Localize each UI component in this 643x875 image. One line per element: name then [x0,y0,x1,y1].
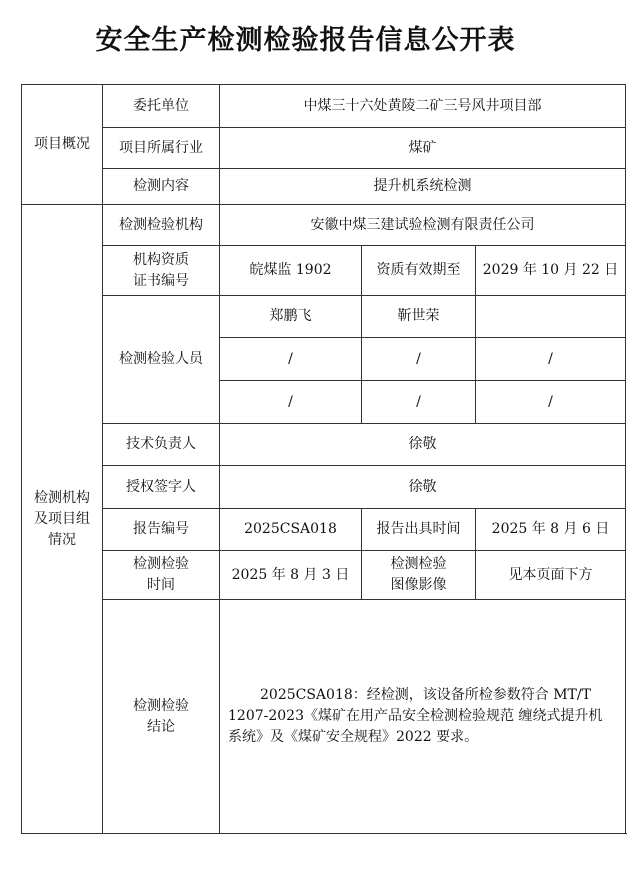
conclusion-label-cell [103,600,220,834]
staff-cell: / [220,338,362,381]
org-value: 安徽中煤三建试验检测有限责任公司 [220,205,626,246]
table-row [22,128,626,169]
test-time-label-line2: 时间 [147,577,175,593]
staff-cell: / [220,381,362,424]
cert-label-line1: 机构资质 [133,251,189,268]
table-row [22,296,626,338]
image-label-line1: 检测检验 [390,556,447,572]
image-value: 见本页面下方 [476,551,626,600]
conclusion-label: 检测检验结论 [133,697,189,735]
table-row [22,600,626,834]
table-row [22,169,626,205]
section-institution-team-label: 检测机构及项目组情况 [34,489,90,548]
report-no-value: 2025CSA018 [220,509,362,551]
table-row [22,85,626,128]
staff-label: 检测检验人员 [103,296,220,424]
page-title: 安全生产检测检验报告信息公开表 [95,25,516,56]
client-label: 委托单位 [103,85,220,128]
image-label-line2: 图像影像 [390,577,447,593]
org-label: 检测检验机构 [103,205,220,246]
validity-label: 资质有效期至 [362,246,476,296]
signer-label: 授权签字人 [103,466,220,509]
table-row [22,509,626,551]
test-time-label [103,551,220,600]
report-no-label: 报告编号 [103,509,220,551]
staff-cell: / [362,338,476,381]
cert-value: 皖煤监 1902 [220,246,362,296]
content-label: 检测内容 [103,169,220,205]
table-row [22,424,626,466]
staff-cell: / [476,338,626,381]
industry-label: 项目所属行业 [103,128,220,169]
report-table [21,84,626,834]
staff-cell: 靳世荣 [362,296,476,338]
staff-cell: / [476,381,626,424]
table-row [22,466,626,509]
section-project-overview: 项目概况 [22,85,103,205]
signer-value: 徐敬 [220,466,626,509]
test-time-value: 2025 年 8 月 3 日 [220,551,362,600]
table-row [22,551,626,600]
cert-label-line2: 证书编号 [133,272,189,289]
section-institution-team [22,205,103,834]
cert-label [103,246,220,296]
content-value: 提升机系统检测 [220,169,626,205]
client-value: 中煤三十六处黄陵二矿三号风井项目部 [220,85,626,128]
staff-cell: 郑鹏飞 [220,296,362,338]
industry-value: 煤矿 [220,128,626,169]
table-row [22,205,626,246]
issue-time-label: 报告出具时间 [362,509,476,551]
tech-lead-value: 徐敬 [220,424,626,466]
test-time-label-line1: 检测检验 [133,556,189,572]
validity-value: 2029 年 10 月 22 日 [476,246,626,296]
image-label [362,551,476,600]
issue-time-value: 2025 年 8 月 6 日 [476,509,626,551]
tech-lead-label: 技术负责人 [103,424,220,466]
staff-cell: / [362,381,476,424]
staff-cell [476,296,626,338]
conclusion-text: 2025CSA018：经检测，该设备所检参数符合 MT/T 1207-2023《煤矿在用产品安全检测检验规范 缠绕式提升机系统》及《煤矿安全规程》2022 要求。 [220,600,626,834]
table-row [22,246,626,296]
